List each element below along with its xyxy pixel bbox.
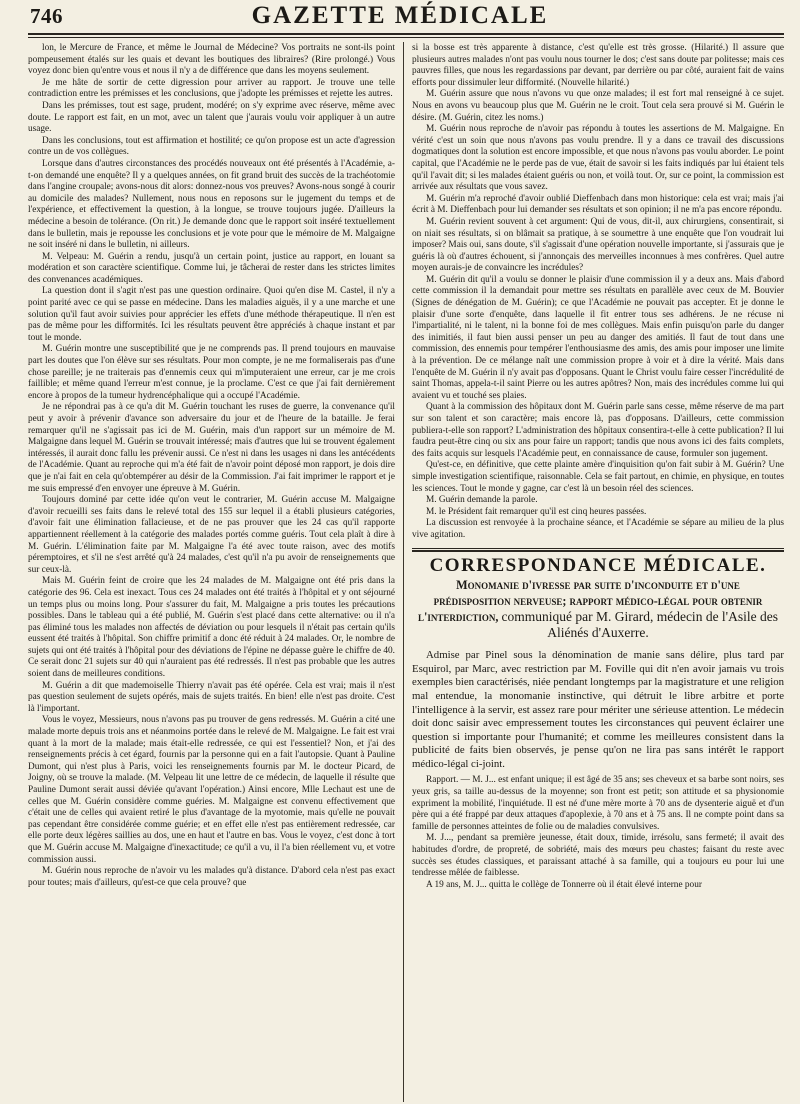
paragraph: M. J..., pendant sa première jeunesse, était doux, timide, irrésolu, sans fermeté; il avait des habitudes d'ordre, de propreté, de sobriété, mais des mœurs peu chastes; faisant du reste avec succès ses études classiques, et paraissant attaché à sa famille, qui a toujours eu pour lui une tendresse mêlée de faiblesse. [412,833,784,879]
paragraph: Dans les prémisses, tout est sage, prudent, modéré; on s'y exprime avec réserve, même avec doute. Le rapport est fait, en un mot, avec un talent que j'aurais voulu voir appliquer à un autre usage. [28,100,395,135]
subtitle-part: obtenir l'interdiction, [418,594,763,625]
paragraph: M. le Président fait remarquer qu'il est cinq heures passées. [426,506,647,517]
paragraph: M. Guérin a dit que mademoiselle Thierry n'avait pas été opérée. Cela est vrai; mais il n'est pas question seulement de sujets opérés, mais de sujets traités. En bien! elle n'est pas droite. C'est là l'important. [28,680,395,714]
paragraph: M. Guérin nous reproche de n'avoir vu les malades qu'à distance. D'abord cela n'est pas exact pour toutes; mais d'ailleurs, qu'est-ce que cela prouve? que [28,866,395,888]
subtitle-author: communiqué par M. Girard, médecin de l'Asile des Aliénés d'Auxerre. [501,609,778,641]
subtitle-part: prédisposition nerveuse; rapport médico-légal pour [433,594,718,609]
paragraph: M. Guérin montre une susceptibilité que je ne comprends pas. Il prend toujours en mauvaise part les doutes que l'on élève sur ses résultats. Pour mon compte, je ne me formaliserais pas d'une chose pareille; je ne traiterais pas d'ennemis ceux qui m'imputeraient une erreur, car je me crois faillible; et même quand l'erreur m'est connue, je la proclame. C'est ce que j'ai fait dernièrement encore à propos de la tumeur hydrencéphalique qui a occupé l'Académie. [28,344,395,401]
paragraph: M. Guérin m'a reproché d'avoir oublié Dieffenbach dans mon historique: cela est vrai; mais j'ai écrit à M. Dieffenbach pour lui demander ses résultats et son opinion; il ne m'a pas encore répondu. [412,193,784,216]
paragraph: A 19 ans, M. J... quitta le collège de Tonnerre où il était élevé interne pour [426,879,702,890]
paragraph: Dans les conclusions, tout est affirmation et hostilité; ce qu'on propose est un acte d'agression contre un de vos collègues. [28,135,395,158]
paragraph: Qu'est-ce, en définitive, que cette plainte amère d'inquisition qu'on fait subir à M. Guérin? Une simple investigation scientifique, raisonnable. Cela se fait partout, en chimie, en physique, en toutes les sciences. Tout le monde y gagne, car c'est là un besoin réel des sciences. [412,460,784,494]
paragraph: Admise par Pinel sous la dénomination de manie sans délire, plus tard par Esquirol, par Marc, avec restriction par M. Foville qui dit n'en avoir jamais vu trois exemples bien caractérisés, niée pendant longtemps par la magistrature et une religion mal entendue, la monomanie instinctive, qui détruit le libre arbitre et porte l'intelligence à la servir, est assez rare pour mériter une sérieuse attention. Le médecin doit donc saisir avec empressement toutes les circonstances qui peuvent éclairer une question si importante pour l'humanité; et comme les meilleures consistent dans la publicité de faits bien observés, je pense qu'on ne lira pas sans intérêt le rapport médico-légal ci-joint. [412,649,784,770]
paragraph: Rapport. — M. J... est enfant unique; il est âgé de 35 ans; ses cheveux et sa barbe sont noirs, ses yeux gris, sa taille au-dessus de la moyenne; son front est petit; son attitude et sa physionomie expriment la mobilité, l'inquiétude. Il est né d'une mère morte à 70 ans de dysenterie aiguë et d'un père qui a été frappé par deux attaques d'apoplexie, à 70 ans et à 75 ans. Il ne compte point dans sa famille de personnes atteintes de folie ou de maladies convulsives. [412,775,784,832]
paragraph: si la bosse est très apparente à distance, c'est qu'elle est très grosse. (Hilarité.) Il assure que plusieurs autres malades n'ont pas voulu nous tourner le dos; c'est sans doute par politesse; mais ces pauvres filles, que nous les regardassions par devant, par derrière ou par côté, auraient fait de vains efforts pour dissimuler leur difformité. (Nouvelle hilarité.) [412,43,784,88]
right-column [412,43,784,1101]
paragraph: La discussion est renvoyée à la prochaine séance, et l'Académie se sépare au milieu de la plus vive agitation. [412,518,784,540]
paragraph: La question dont il s'agit n'est pas une question ordinaire. Quoi qu'en dise M. Castel, il n'y a point parité avec ce qui se passe en médecine. Dans les maladies aiguës, il y a une marche et une solution qu'il faut avoir suivies pour apprécier les effets d'une méthode thérapeutique. Il n'en est pas de même pour les difformités. Ici les résultats peuvent être appréciés à chaque instant et par tout le monde. [28,286,395,343]
paragraph: Lorsque dans d'autres circonstances des procédés nouveaux ont été présentés à l'Académie, a-t-on demandé une enquête? Il y a quelques années, on fit grand bruit des succès de la trachéotomie dans l'angine croupale; avons-nous dit alors: donnez-nous vos preuves? Avons-nous songé à courir au domicile des malades? Nullement, nous nous en reposons sur le jugement du temps et de l'expérience, et effectivement la question, à la longue, se trouve toujours jugée. D'ailleurs la médecine a besoin de tolérance. (On rit.) Je demande donc que le rapport soit inséré textuellement dans le bulletin, mais je repousse les conclusions et je vote pour que le mémoire de M. Malgaigne ne soit inséré ni dans le bulletin, ni ailleurs. [28,158,395,251]
paragraph: Je me hâte de sortir de cette digression pour arriver au rapport. Je trouve une telle contradiction entre les prémisses et les conclusions, que j'adopte les prémisses et rejette les autres. [28,77,395,100]
section-rule-thick [412,550,784,552]
paragraph: M. Guérin demande la parole. [426,495,538,506]
paragraph: M. Guérin assure que nous n'avons vu que onze malades; il est fort mal renseigné à ce sujet. Nous en avons vu beaucoup plus que M. Guérin ne le croit. Tout cela sera prouvé si M. Guérin le désire. (M. Guérin, citez les noms.) [412,89,784,123]
header-rule-thin [28,37,784,38]
section-rule [412,548,784,549]
header-rule [28,33,784,35]
paragraph: Quant à la commission des hôpitaux dont M. Guérin parle sans cesse, même réserve de ma part sur son talent et son caractère; mais encore là, pas d'opposans. D'ailleurs, cette commission publiera-t-elle son rapport? L'administration des hôpitaux consentira-t-elle à cette publication? Il lui faudra peut-être cinq ou six ans pour faire un rapport; tandis que nous avons ici des faits complets, des faits acquis sur lesquels l'Académie peut, en connaissance de cause, formuler son jugement. [412,402,784,459]
paragraph: M. Guérin revient souvent à cet argument: Qui de vous, dit-il, aux chirurgiens, consentirait, si on niait ses résultats, si on blâmait sa pratique, à se soumettre à une enquête que l'on voudrait lui imposer? Mais oui, sans doute, s'il s'agissait d'une opération nouvelle importante, si j'assurais que je guéris là où d'autres échouent, si j'annonçais des merveilles inconnues à mes confrères. Quel autre moyen aurais-je de convaincre les incrédules? [412,216,784,274]
section-title: CORRESPONDANCE MÉDICALE. [429,554,767,576]
section-subtitle [418,577,778,641]
paragraph: M. Guérin nous reproche de n'avoir pas répondu à toutes les assertions de M. Malgaigne. En vérité c'est un soin que nous n'avons pas voulu prendre. Il y a dans ce travail des discussions dogmatiques dont la solution est encore impossible, et que nous n'avons pas voulu aborder. Le point capital, que l'Académie ne le perde pas de vue, était de savoir si les faits indiqués par lui étaient tels qu'il l'avait dit; si les malades étaient guéris ou non, et voilà tout. Or, sur ce point, la commission est arrivée aux résultats que vous savez. [412,124,784,193]
page-number: 746 [30,4,63,28]
paragraph: M. Guérin dit qu'il a voulu se donner le plaisir d'une commission il y a deux ans. Mais d'abord cette commission il la demandait pour mettre ses résultats en parallèle avec ceux de M. Bouvier (Signes de dénégation de M. Guérin); ce que l'Académie ne pouvait pas accepter. Et je donne le plaisir d'une sorte d'enquête, dans laquelle il fit entrer tous ses adhérens. Je ne récuse ni l'impartialité, ni le talent, ni la bonne foi de mes collègues. Mais enfin puisqu'on parle du danger des inimitiés, il faut bien aussi penser un peu au danger des amitiés. Il faut de tout dans une commission, des ennemis pour tempérer l'enthousiasme des amis, des amis pour imposer une limite à la prévention. De ce mélange naît une commission propre à voir et à dire la vérité. Mais dans l'enquête de M. Guérin il n'y avait pas d'opposans. Quant le Christ voulu faire cesser l'incrédulité de saint Thomas, appela-t-il saint Pierre ou les autres apôtres? Non, mais des incrédules comme lui qui avaient vu et touché ses plaies. [412,274,784,401]
paragraph: M. Velpeau: M. Guérin a rendu, jusqu'à un certain point, justice au rapport, en louant sa modération et son caractère scientifique. Comme lui, je tâcherai de rester dans les strictes limites des convenances académiques. [28,251,395,285]
subtitle-part: Monomanie d'ivresse par suite d'inconduite et d'une [456,578,740,593]
section-intro [412,649,784,771]
paragraph: lon, le Mercure de France, et même le Journal de Médecine? Vos portraits ne sont-ils point pompeusement étalés sur les quais et devant les boutiques des libraires? (Rire prolongé.) Vous voyez donc bien qu'entre vous et nous il n'y a de différence que dans les moyens seulement. [28,43,395,77]
paragraph: Mais M. Guérin feint de croire que les 24 malades de M. Malgaigne ont été pris dans la catégorie des 96. Cela est inexact. Tous ces 24 malades ont été traités à l'hôpital et y ont séjourné un temps plus ou moins long. Pour s'assurer du fait, M. Malgaigne a pris toutes les précautions possibles. Dans le tableau qui a été publié, M. Guérin s'est placé dans cette alternative: ou il n'a pas éliminé tous les malades non affectés de déviation ou pour lesquels il n'était pas certain qu'ils eussent été traités à l'hôpital. Son chiffre primitif a donc été réduit à 24 malades. Or, le nombre de sujets qui ont été traités à l'hôpital pour des déviations de l'épine ne dépasse guère le chiffre de 40. Ce serait donc 21 sujets sur 40 qui n'auraient pas été redressés. Il n'est pas probable que les autres soient dans de meilleures conditions. [28,576,395,680]
paragraph: Toujours dominé par cette idée qu'on veut le contrarier, M. Guérin accuse M. Malgaigne d'avoir recueilli ses faits dans le relevé total des 155 sur lequel il a établi plusieurs catégories, d'avoir fait une élimination fallacieuse, et de ne pas prouver que les 24 cas qu'il rapporte appartiennent réellement à la catégorie des malades portés comme guéris. Tout cela plaît à dire à M. Guérin. L'élimination faite par M. Malgaigne l'a été avec toute raison, avec des motifs péremptoires, et s'il ne s'est arrêté qu'à 24 malades, c'est qu'il n'a pu avoir de renseignements que sur ceux-là. [28,495,395,575]
paragraph: Vous le voyez, Messieurs, nous n'avons pas pu trouver de gens redressés. M. Guérin a cité une malade morte depuis trois ans et néanmoins portée dans le relevé de M. Malgaigne. Le fait est vrai quant à la mort de la malade; mais était-elle redressée, ce qui est l'essentiel? Non, et j'ai des renseignements précis à cet égard, fournis par la personne qui en a fait l'autopsie. Quant à Pauline Dumont, qui n'est plus à Paris, voici les renseignements fournis par M. le docteur Picard, de Joigny, où se trouve la malade. (M. Velpeau lit une lettre de ce médecin, de laquelle il résulte que Pauline Dumont serait aussi déviée qu'avant l'opération.) Ainsi encore, Mlle Lechaut est une de celles que M. Guérin considère comme guéries. M. Malgaigne est convenu effectivement que c'était une de celles qui avaient retiré le plus d'avantage de la myotomie, mais qu'elle ne pouvait pas cependant être considérée comme guérie; et en effet elle n'est pas entièrement redressée, car elle porte deux légères saillies au dos, une en haut et l'autre en bas. Vous le voyez, c'est donc à tort que M. Guérin accuse M. Malgaigne d'inexactitude; ce qu'il a vu, il l'a bien réellement vu, et votre commission aussi. [28,715,395,865]
paragraph: Je ne répondrai pas à ce qu'a dit M. Guérin touchant les ruses de guerre, la convenance qu'il peut y avoir à prévenir d'avance son adversaire du jour et de l'heure de la bataille. Je ferai remarquer qu'il ne s'agissait pas ici de M. Guérin, mais d'un rapport sur un mémoire de M. Malgaigne dans lequel M. Guérin se trouvait intéressé; mais d'autres que lui se trouvent également intéressés, il aurait donc fallu les prévenir aussi. Ce n'est ni dans les usages ni dans les antécédents de l'Académie. Quant au reproche qui m'a été fait de n'avoir point déposé mon rapport, je dois dire que je n'ai fait en cela qu'obtempérer au désir de la Commission. J'ai fait imprimer le rapport et je me suis empressé d'en envoyer une épreuve à M. Guérin. [28,402,395,494]
page-header [0,0,800,40]
journal-title: GAZETTE MÉDICALE [251,2,549,29]
left-column [28,43,395,1101]
column-divider [403,42,404,1102]
